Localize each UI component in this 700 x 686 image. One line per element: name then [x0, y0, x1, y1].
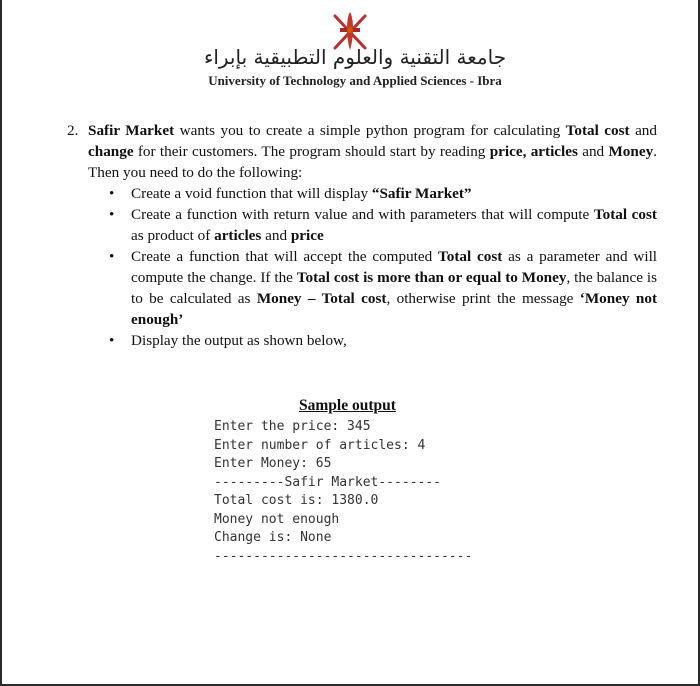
bullet-icon: •	[109, 206, 115, 223]
console-line: Enter number of articles: 4	[214, 437, 426, 453]
bullet-icon: •	[109, 332, 115, 349]
console-line: Money not enough	[214, 511, 340, 527]
task-item: • Create a function that will accept the computed Total cost as a parameter and will compute the change. If the Total cost is more than or equal to Money, the balance is to be calculated as Money – Total cost, otherwise print the message ‘Money not enough’	[109, 248, 658, 328]
task-item: • Display the output as shown below,	[109, 332, 347, 349]
bullet-icon: •	[109, 185, 115, 202]
bullet-icon: •	[109, 248, 115, 265]
question-number: 2.	[67, 122, 79, 139]
console-line: ---------------------------------	[214, 548, 473, 564]
sample-output-console	[214, 418, 472, 566]
sample-output-title: Sample output	[299, 397, 396, 414]
console-line: Enter the price: 345	[214, 419, 371, 434]
console-line: Total cost is: 1380.0	[214, 493, 379, 508]
university-arabic-name: جامعة التقنية والعلوم التطبيقية بإبراء	[203, 45, 507, 69]
console-line: Change is: None	[214, 530, 332, 545]
question-intro: Safir Market wants you to create a simple python program for calculating Total cost and change for their customers. The program should start by reading price, articles and Money. Then you need to do the following:	[88, 122, 657, 181]
task-item: • Create a function with return value and with parameters that will compute Total cost as product of articles and price	[109, 206, 657, 244]
page-border-left	[0, 0, 2, 686]
university-english-name: University of Technology and Applied Sciences - Ibra	[208, 73, 502, 88]
task-item: • Create a void function that will display “Safir Market”	[109, 185, 472, 202]
question-block	[67, 120, 657, 351]
task-list	[109, 183, 657, 351]
console-line: Enter Money: 65	[214, 456, 332, 471]
console-line: ---------Safir Market--------	[214, 474, 441, 490]
